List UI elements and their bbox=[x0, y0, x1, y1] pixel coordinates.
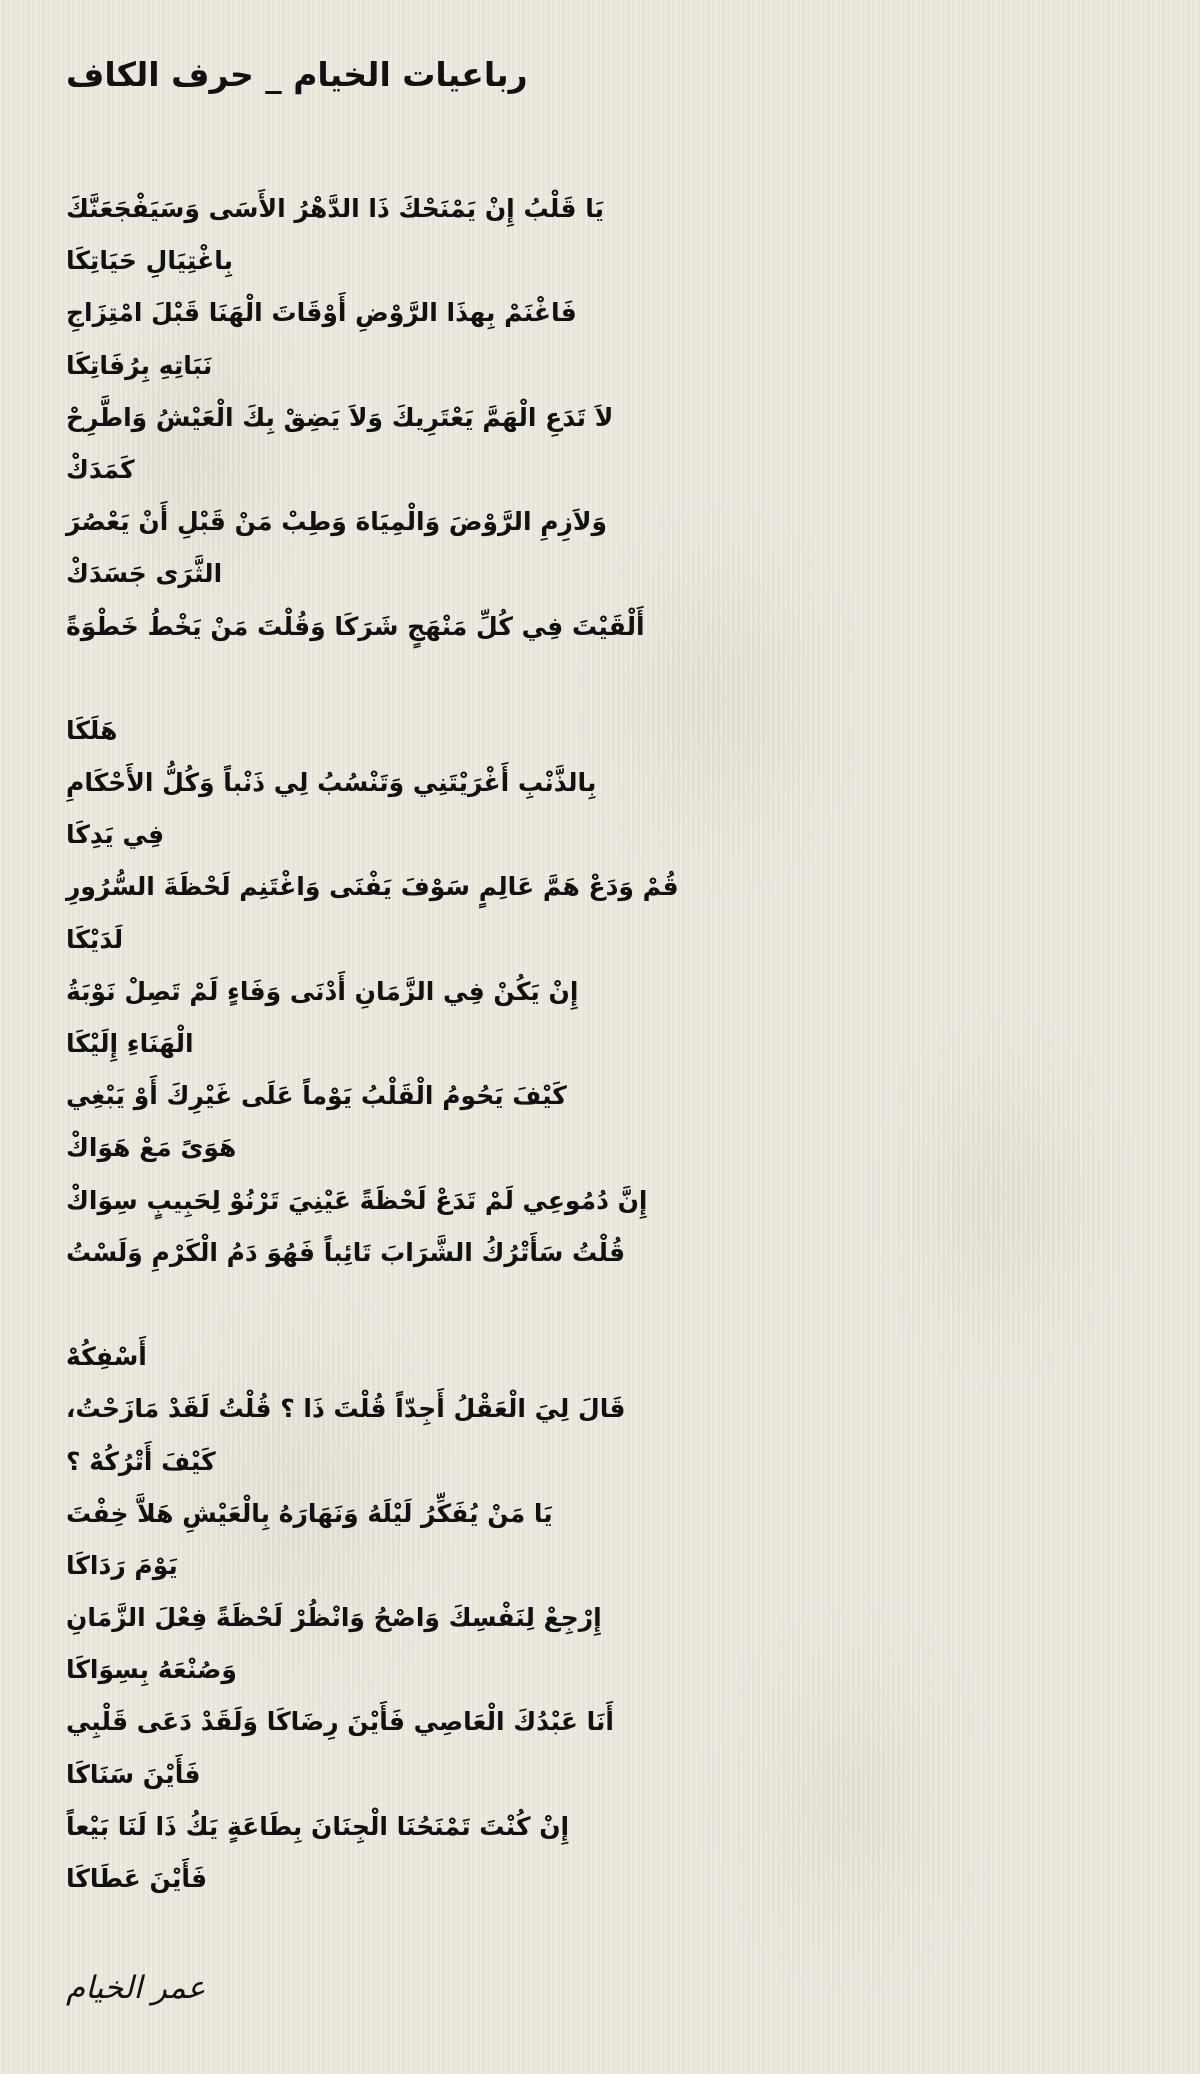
poem-line: لَدَيْكَا bbox=[66, 924, 124, 954]
poem-line: وَصُنْعَهُ بِسِوَاكَا bbox=[66, 1655, 237, 1685]
poem-line: بِاغْتِيَالِ حَيَاتِكَا bbox=[66, 246, 233, 276]
poem-line: وَلاَزِمِ الرَّوْضَ وَالْمِيَاهَ وَطِبْ مَنْ قَبْلِ أَنْ يَعْصُرَ bbox=[66, 507, 608, 537]
poem-line: يَا مَنْ يُفَكِّرُ لَيْلَهُ وَنَهَارَهُ بِالْعَيْشِ هَلاَّ خِفْتَ bbox=[66, 1498, 553, 1528]
poem-line: أَلْقَيْتَ فِي كُلِّ مَنْهَجٍ شَرَكَا وَقُلْتَ مَنْ يَخْطُ خَطْوَةً bbox=[66, 611, 645, 641]
poem-body bbox=[66, 183, 1066, 1905]
author-signature: عمر الخيام bbox=[66, 1970, 206, 2006]
poem-line: كَيْفَ يَحُومُ الْقَلْبُ يَوْماً عَلَى غَيْرِكَ أَوْ يَبْغِي bbox=[66, 1081, 567, 1111]
poem-blank-line bbox=[66, 653, 1066, 705]
poem-line: إِنَّ دُمُوعِي لَمْ تَدَعْ لَحْظَةً عَيْنِيَ تَرْنُوْ لِحَبِيبٍ سِوَاكْ bbox=[66, 1185, 648, 1215]
poem-line: يَوْمَ رَدَاكَا bbox=[66, 1550, 178, 1580]
poem-line: قُلْتُ سَأَتْرُكُ الشَّرَابَ تَائِباً فَهُوَ دَمُ الْكَرْمِ وَلَسْتُ bbox=[66, 1237, 626, 1267]
poem-page bbox=[66, 40, 1066, 1905]
poem-line: نَبَاتِهِ بِرُفَاتِكَا bbox=[66, 350, 213, 380]
poem-line: إِنْ كُنْتَ تَمْنَحُنَا الْجِنَانَ بِطَاعَةٍ يَكُ ذَا لَنَا بَيْعاً bbox=[66, 1811, 570, 1841]
poem-line: بِالذَّنْبِ أَغْرَيْتَنِي وَتَنْسُبُ لِي ذَنْباً وَكُلُّ الأَحْكَامِ bbox=[66, 768, 597, 798]
poem-line: أَنَا عَبْدُكَ الْعَاصِي فَأَيْنَ رِضَاكَا وَلَقَدْ دَعَى قَلْبِي bbox=[66, 1707, 614, 1737]
poem-line: يَا قَلْبُ إِنْ يَمْنَحْكَ ذَا الدَّهْرُ الأَسَى وَسَيَفْجَعَنَّكَ bbox=[66, 194, 604, 223]
poem-line: فِي يَدِكَا bbox=[66, 820, 165, 850]
poem-line: فَاغْنَمْ بِهذَا الرَّوْضِ أَوْقَاتَ الْهَنَا قَبْلَ امْتِزَاجِ bbox=[66, 298, 577, 328]
poem-line: الْهَنَاءِ إِلَيْكَا bbox=[66, 1029, 194, 1058]
poem-line: كَيْفَ أَتْرُكُهْ ؟ bbox=[66, 1446, 216, 1476]
poem-line: قَالَ لِيَ الْعَقْلُ أَجِدّاً قُلْتَ ذَا ؟ قُلْتُ لَقَدْ مَازَحْتُ، bbox=[66, 1394, 626, 1424]
page-title: رباعيات الخيام _ حرف الكاف bbox=[66, 55, 528, 94]
poem-line: أَسْفِكُهْ bbox=[66, 1342, 147, 1372]
poem-line: هَلَكَا bbox=[66, 715, 118, 745]
poem-line: كَمَدَكْ bbox=[66, 454, 135, 484]
poem-line: فَأَيْنَ عَطَاكَا bbox=[66, 1864, 208, 1893]
poem-blank-line bbox=[66, 1279, 1066, 1331]
poem-line: قُمْ وَدَعْ هَمَّ عَالِمٍ سَوْفَ يَفْنَى وَاغْتَنِم لَحْظَةَ السُّرُورِ bbox=[66, 872, 679, 902]
poem-line: إِرْجِعْ لِنَفْسِكَ وَاصْحُ وَانْظُرْ لَحْظَةً فِعْلَ الزَّمَانِ bbox=[66, 1603, 602, 1633]
poem-line: الثَّرَى جَسَدَكْ bbox=[66, 559, 223, 589]
poem-line: لاَ تَدَعِ الْهَمَّ يَعْتَرِيكَ وَلاَ يَضِقْ بِكَ الْعَيْشُ وَاطَّرِحْ bbox=[66, 402, 614, 432]
poem-line: إِنْ يَكُنْ فِي الزَّمَانِ أَدْنَى وَفَاءٍ لَمْ تَصِلْ نَوْبَةُ bbox=[66, 976, 579, 1006]
poem-line: فَأَيْنَ سَنَاكَا bbox=[66, 1759, 201, 1789]
poem-line: هَوَىً مَعْ هَوَاكْ bbox=[66, 1133, 237, 1163]
